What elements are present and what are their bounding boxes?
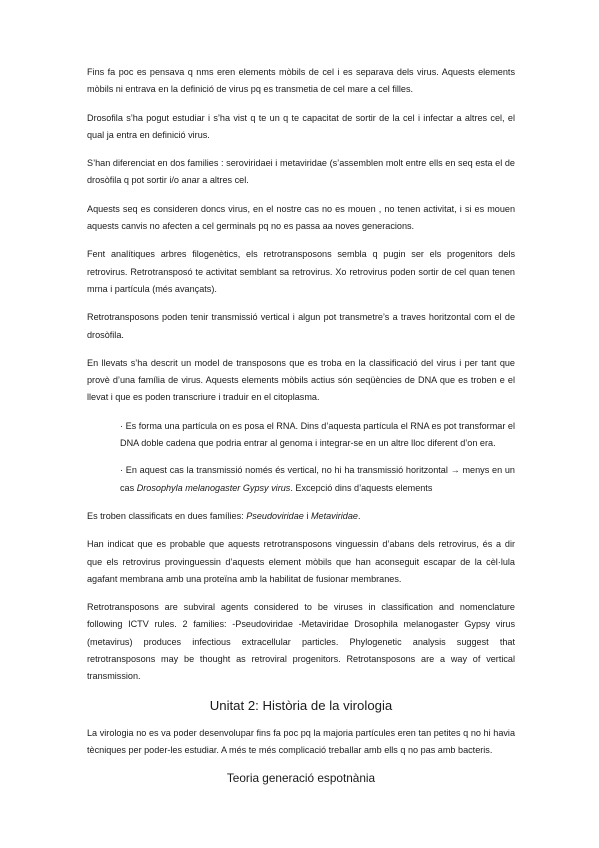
paragraph-drosophila: Drosofila s’ha pogut estudiar i s’ha vist q te un q te capacitat de sortir de la cel i infectar a altres cel, el qual ja entra en definició virus.: [87, 112, 515, 140]
paragraph-phylogenetic-trees: Fent analítiques arbres filogenètics, els retrotransposons sembla q pugin ser els progenitors dels retrovirus. Retrotransposó te activitat semblant sa retrovirus. Xo retrovirus poden sortir de cel quan tenen mrna i partícula (més avançats).: [87, 249, 515, 294]
family-pseudoviridae: Pseudoviridae: [246, 510, 304, 521]
classification-conjunction: i: [303, 510, 311, 521]
paragraph-yeast-transposons: En llevats s’ha descrit un model de transposons que es troba en la classificació del virus i per tant que provè d’una família de virus. Aquests elements mòbils actius són seqüències de DNA que es troben e el llevat i que es poden transcriure i traduir en el citoplasma.: [87, 357, 515, 403]
unit-heading: Unitat 2: Història de la virologia: [209, 697, 393, 713]
paragraph-origin-hypothesis: Han indicat que es probable que aquests retrotransposons vinguessin d’abans dels retrovirus, és a dir que els retrovirus provinguessin d’aquests element mòbils que han aconseguit escapar de la cèl·lula agafant membrana amb una proteïna amb la habilitat de fusionar membranes.: [87, 539, 515, 584]
paragraph-sequences-virus: Aquests seq es consideren doncs virus, en el nostre cas no es mouen , no tenen activitat, i si es mouen aquests canvis no afecten a cel germinals pq no es passa aa noves generacions.: [87, 203, 515, 232]
bullet-vertical-transmission: [120, 462, 515, 497]
species-name: Drosophyla melanogaster Gypsy virus: [136, 482, 291, 493]
bullet-text-end: . Excepció dins d’aquests elements: [290, 482, 433, 493]
section-heading: Teoria generació espotnània: [226, 771, 376, 786]
paragraph-mobile-elements: Fins fa poc es pensava q nms eren elements mòbils de cel i es separava dels virus. Aquests elements mòbils ni entrava en la definició de virus pq es transmetia de cel mare a cel filles.: [87, 67, 515, 95]
paragraph-virology-history: La virologia no es va poder desenvolupar fins fa poc pq la majoria partícules eren tan petites q no hi havia tècniques per poder-les estudiar. A més te més complicació treballar amb ells q no pas amb bacteris.: [87, 727, 515, 755]
classification-period: .: [357, 510, 361, 521]
classification-text: Es troben classificats en dues famílies:: [87, 510, 247, 521]
family-metaviridae: Metaviridae: [310, 510, 358, 521]
paragraph-families: S’han diferenciat en dos families : seroviridaei i metaviridae (s’assemblen molt entre ells en seq esta el de drosòfila q pot sortir i/o anar a altres cel.: [87, 158, 515, 186]
bullet-particle-rna: · Es forma una partícula on es posa el RNA. Dins d’aquesta partícula el RNA es pot transformar el DNA doble cadena que podria entrar al genoma i integrar-se en un altre lloc diferent d’on era.: [120, 420, 515, 449]
paragraph-english-summary: Retrotransposons are subviral agents considered to be viruses in classification and nomenclature following ICTV rules. 2 families: -Pseudoviridae -Metaviridae Drosophila melanogaster Gypsy virus (metavirus) produces infectious extracellular particles. Phylogenetic analysis suggest that retrotransposons may be thought as retroviral progenitors. Retrotansposons are a way of vertical transmission.: [87, 602, 515, 682]
paragraph-transmission: Retrotransposons poden tenir transmissió vertical i algun pot transmetre’s a traves horitzontal com el de drosòfila.: [87, 312, 515, 340]
bullet-text: · En aquest cas la transmissió només és vertical, no hi ha transmissió horitzontal → menys en un cas: [120, 465, 515, 493]
paragraph-classification: [87, 508, 515, 525]
